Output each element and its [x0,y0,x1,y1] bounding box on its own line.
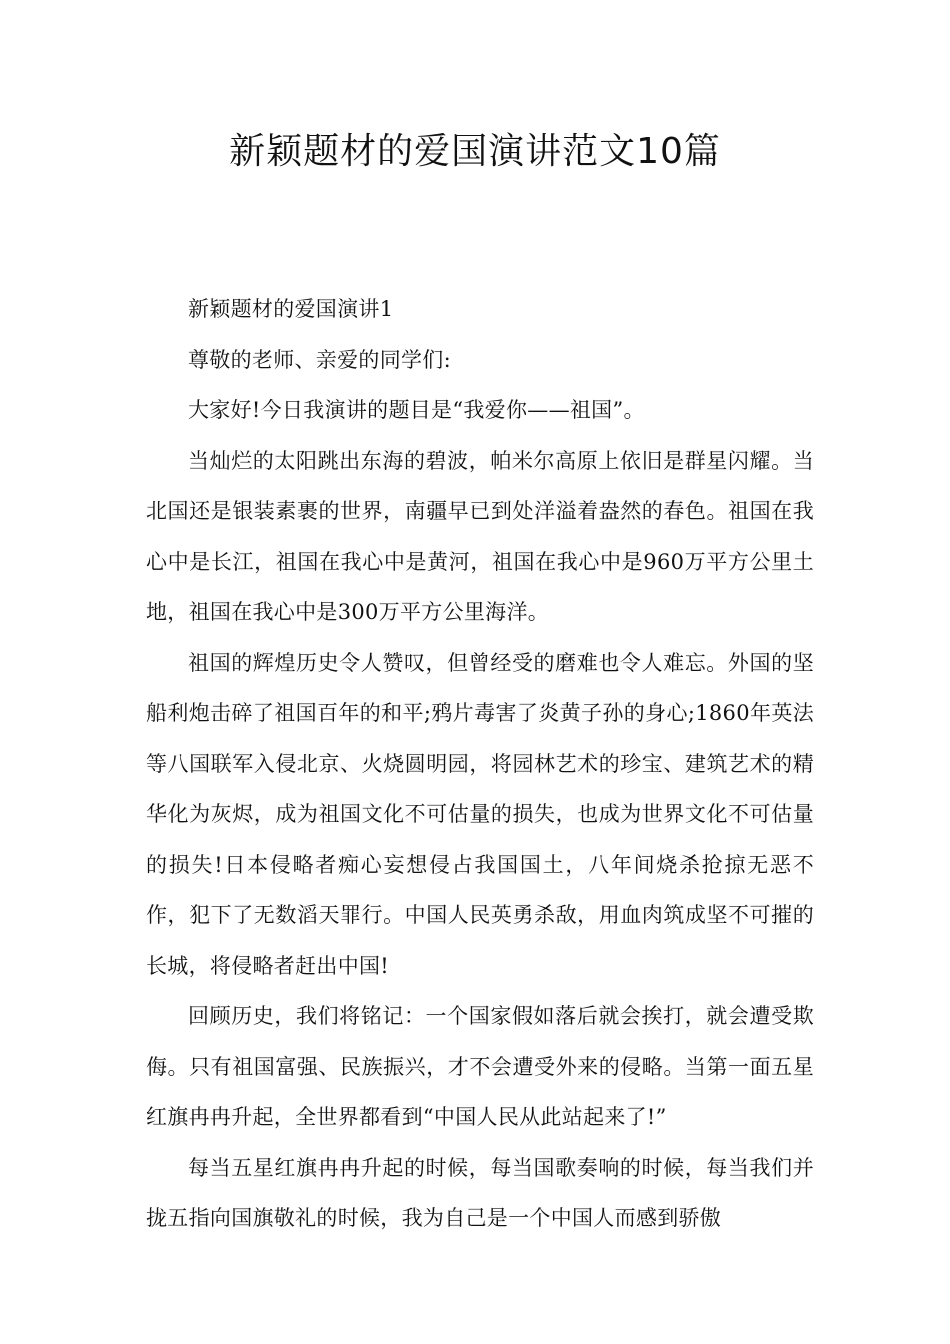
paragraph: 每当五星红旗冉冉升起的时候，每当国歌奏响的时候，每当我们并拢五指向国旗敬礼的时候，我为自己是一个中国人而感到骄傲 [146,1155,814,1230]
document-body [146,284,814,1244]
salutation: 尊敬的老师、亲爱的同学们: [188,347,451,372]
paragraph: 大家好!今日我演讲的题目是“我爱你——祖国”。 [188,398,645,422]
paragraph: 回顾历史，我们将铭记：一个国家假如落后就会挨打，就会遭受欺侮。只有祖国富强、民族振兴，才不会遭受外来的侵略。当第一面五星红旗冉冉升起，全世界都看到“中国人民从此站起来了!” [146,1004,814,1129]
document-title: 新颖题材的爱国演讲范文10篇 [229,131,721,172]
paragraph: 当灿烂的太阳跳出东海的碧波，帕米尔高原上依旧是群星闪耀。当北国还是银装素裹的世界，南疆早已到处洋溢着盎然的春色。祖国在我心中是长江，祖国在我心中是黄河，祖国在我心中是960万平方公里土地，祖国在我心中是300万平方公里海洋。 [146,448,814,624]
paragraph: 祖国的辉煌历史令人赞叹，但曾经受的磨难也令人难忘。外国的坚船利炮击碎了祖国百年的和平;鸦片毒害了炎黄子孙的身心;1860年英法等八国联军入侵北京、火烧圆明园，将园林艺术的珍宝、建筑艺术的精华化为灰烬，成为祖国文化不可估量的损失，也成为世界文化不可估量的损失!日本侵略者痴心妄想侵占我国国土，八年间烧杀抢掠无恶不作，犯下了无数滔天罪行。中国人民英勇杀敌，用血肉筑成坚不可摧的长城，将侵略者赶出中国! [146,650,814,978]
section-heading: 新颖题材的爱国演讲1 [188,297,394,321]
